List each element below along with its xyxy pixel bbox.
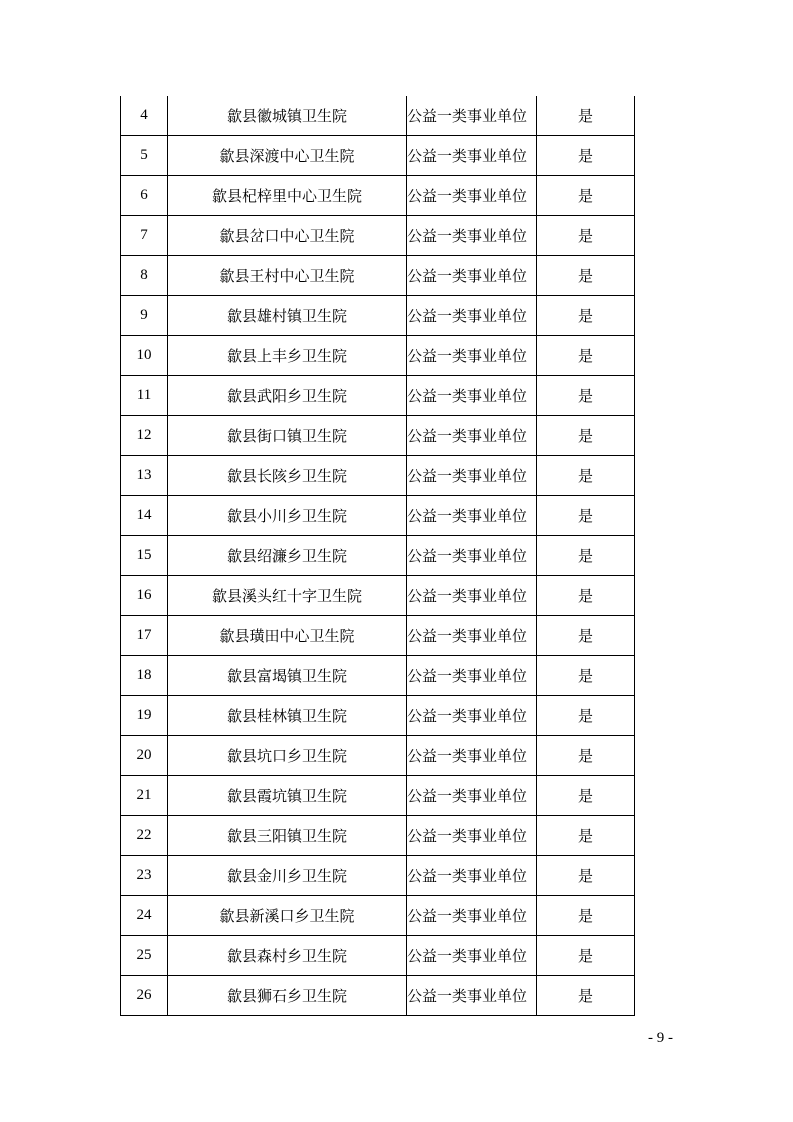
- institution-name-cell: 歙县雄村镇卫生院: [168, 296, 407, 336]
- institution-table: [120, 96, 635, 1016]
- unit-type-cell: 公益一类事业单位: [407, 216, 537, 256]
- status-cell: 是: [537, 416, 635, 456]
- institution-name-cell: 歙县霞坑镇卫生院: [168, 776, 407, 816]
- row-number-cell: 19: [121, 696, 168, 736]
- table-row: [121, 936, 635, 976]
- institution-name-cell: 歙县长陔乡卫生院: [168, 456, 407, 496]
- table-row: [121, 176, 635, 216]
- table-row: [121, 696, 635, 736]
- row-number-cell: 12: [121, 416, 168, 456]
- status-cell: 是: [537, 736, 635, 776]
- row-number-cell: 13: [121, 456, 168, 496]
- unit-type-cell: 公益一类事业单位: [407, 936, 537, 976]
- status-cell: 是: [537, 296, 635, 336]
- institution-name-cell: 歙县深渡中心卫生院: [168, 136, 407, 176]
- table-body: [121, 96, 635, 1016]
- row-number-cell: 17: [121, 616, 168, 656]
- row-number-cell: 25: [121, 936, 168, 976]
- status-cell: 是: [537, 776, 635, 816]
- institution-name-cell: 歙县杞梓里中心卫生院: [168, 176, 407, 216]
- row-number-cell: 20: [121, 736, 168, 776]
- status-cell: 是: [537, 536, 635, 576]
- table-row: [121, 136, 635, 176]
- row-number-cell: 16: [121, 576, 168, 616]
- table-row: [121, 536, 635, 576]
- row-number-cell: 11: [121, 376, 168, 416]
- table-row: [121, 816, 635, 856]
- institution-name-cell: 歙县桂林镇卫生院: [168, 696, 407, 736]
- status-cell: 是: [537, 896, 635, 936]
- status-cell: 是: [537, 336, 635, 376]
- row-number-cell: 22: [121, 816, 168, 856]
- table-row: [121, 976, 635, 1016]
- institution-name-cell: 歙县溪头红十字卫生院: [168, 576, 407, 616]
- status-cell: 是: [537, 696, 635, 736]
- unit-type-cell: 公益一类事业单位: [407, 736, 537, 776]
- institution-name-cell: 歙县徽城镇卫生院: [168, 96, 407, 136]
- row-number-cell: 8: [121, 256, 168, 296]
- institution-name-cell: 歙县金川乡卫生院: [168, 856, 407, 896]
- row-number-cell: 15: [121, 536, 168, 576]
- table-row: [121, 96, 635, 136]
- institution-name-cell: 歙县坑口乡卫生院: [168, 736, 407, 776]
- unit-type-cell: 公益一类事业单位: [407, 456, 537, 496]
- status-cell: 是: [537, 656, 635, 696]
- table-row: [121, 736, 635, 776]
- unit-type-cell: 公益一类事业单位: [407, 976, 537, 1016]
- unit-type-cell: 公益一类事业单位: [407, 816, 537, 856]
- row-number-cell: 23: [121, 856, 168, 896]
- unit-type-cell: 公益一类事业单位: [407, 336, 537, 376]
- row-number-cell: 14: [121, 496, 168, 536]
- institution-name-cell: 歙县小川乡卫生院: [168, 496, 407, 536]
- unit-type-cell: 公益一类事业单位: [407, 776, 537, 816]
- institution-name-cell: 歙县岔口中心卫生院: [168, 216, 407, 256]
- row-number-cell: 21: [121, 776, 168, 816]
- status-cell: 是: [537, 376, 635, 416]
- unit-type-cell: 公益一类事业单位: [407, 376, 537, 416]
- institution-name-cell: 歙县上丰乡卫生院: [168, 336, 407, 376]
- institution-name-cell: 歙县武阳乡卫生院: [168, 376, 407, 416]
- institution-name-cell: 歙县三阳镇卫生院: [168, 816, 407, 856]
- unit-type-cell: 公益一类事业单位: [407, 416, 537, 456]
- row-number-cell: 18: [121, 656, 168, 696]
- status-cell: 是: [537, 176, 635, 216]
- institution-name-cell: 歙县狮石乡卫生院: [168, 976, 407, 1016]
- table-row: [121, 656, 635, 696]
- unit-type-cell: 公益一类事业单位: [407, 576, 537, 616]
- table-row: [121, 296, 635, 336]
- row-number-cell: 9: [121, 296, 168, 336]
- status-cell: 是: [537, 816, 635, 856]
- row-number-cell: 26: [121, 976, 168, 1016]
- row-number-cell: 5: [121, 136, 168, 176]
- status-cell: 是: [537, 976, 635, 1016]
- table-row: [121, 616, 635, 656]
- table-row: [121, 336, 635, 376]
- unit-type-cell: 公益一类事业单位: [407, 656, 537, 696]
- status-cell: 是: [537, 96, 635, 136]
- institution-name-cell: 歙县富堨镇卫生院: [168, 656, 407, 696]
- table-row: [121, 896, 635, 936]
- table-row: [121, 496, 635, 536]
- table-row: [121, 856, 635, 896]
- row-number-cell: 4: [121, 96, 168, 136]
- status-cell: 是: [537, 856, 635, 896]
- institution-name-cell: 歙县街口镇卫生院: [168, 416, 407, 456]
- row-number-cell: 10: [121, 336, 168, 376]
- unit-type-cell: 公益一类事业单位: [407, 256, 537, 296]
- table-row: [121, 256, 635, 296]
- status-cell: 是: [537, 456, 635, 496]
- unit-type-cell: 公益一类事业单位: [407, 176, 537, 216]
- unit-type-cell: 公益一类事业单位: [407, 696, 537, 736]
- table-row: [121, 376, 635, 416]
- row-number-cell: 7: [121, 216, 168, 256]
- institution-name-cell: 歙县新溪口乡卫生院: [168, 896, 407, 936]
- table-row: [121, 776, 635, 816]
- status-cell: 是: [537, 936, 635, 976]
- unit-type-cell: 公益一类事业单位: [407, 296, 537, 336]
- status-cell: 是: [537, 496, 635, 536]
- institution-name-cell: 歙县绍濂乡卫生院: [168, 536, 407, 576]
- page-number: - 9 -: [648, 1030, 673, 1046]
- unit-type-cell: 公益一类事业单位: [407, 136, 537, 176]
- unit-type-cell: 公益一类事业单位: [407, 536, 537, 576]
- status-cell: 是: [537, 136, 635, 176]
- status-cell: 是: [537, 616, 635, 656]
- institution-name-cell: 歙县王村中心卫生院: [168, 256, 407, 296]
- status-cell: 是: [537, 256, 635, 296]
- row-number-cell: 6: [121, 176, 168, 216]
- unit-type-cell: 公益一类事业单位: [407, 96, 537, 136]
- unit-type-cell: 公益一类事业单位: [407, 496, 537, 536]
- unit-type-cell: 公益一类事业单位: [407, 896, 537, 936]
- table-row: [121, 416, 635, 456]
- unit-type-cell: 公益一类事业单位: [407, 856, 537, 896]
- unit-type-cell: 公益一类事业单位: [407, 616, 537, 656]
- table-row: [121, 216, 635, 256]
- table-row: [121, 456, 635, 496]
- institution-name-cell: 歙县璜田中心卫生院: [168, 616, 407, 656]
- status-cell: 是: [537, 576, 635, 616]
- institution-name-cell: 歙县森村乡卫生院: [168, 936, 407, 976]
- table-row: [121, 576, 635, 616]
- status-cell: 是: [537, 216, 635, 256]
- row-number-cell: 24: [121, 896, 168, 936]
